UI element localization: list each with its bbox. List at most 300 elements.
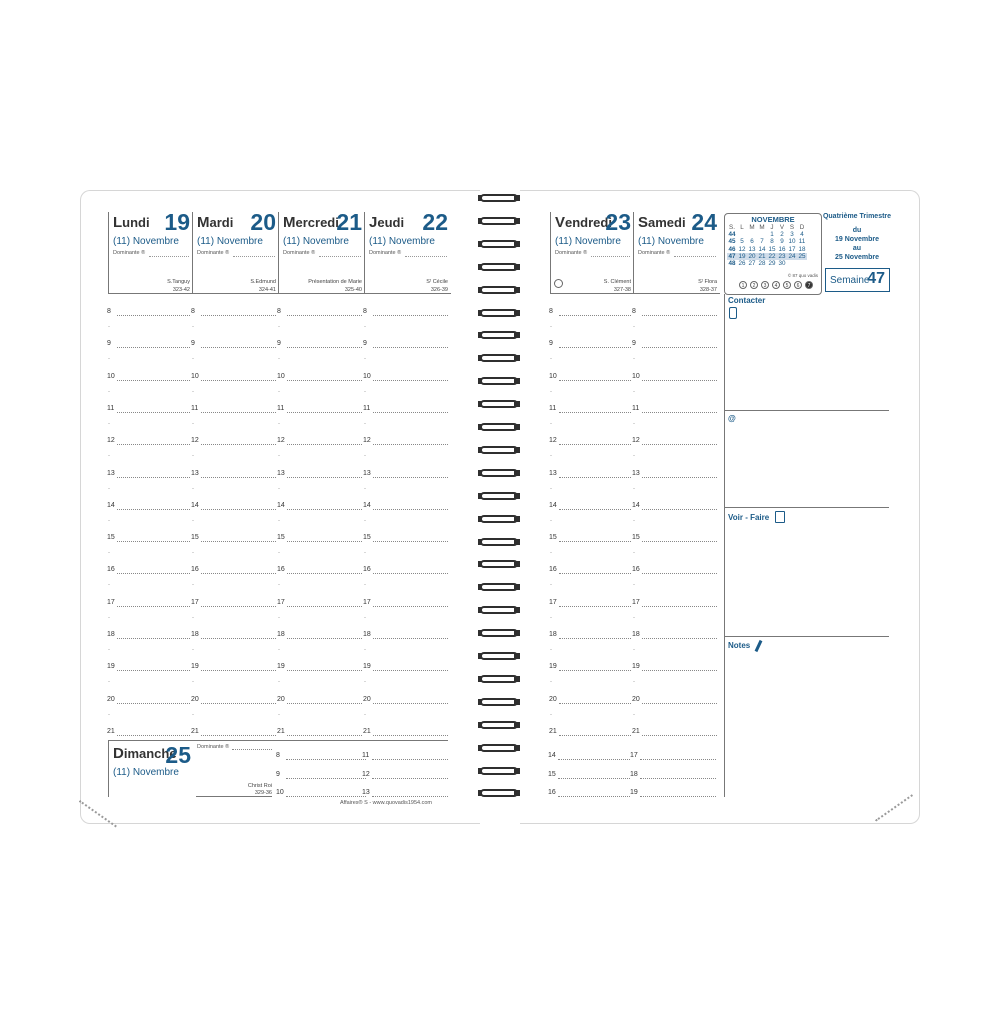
hour-label: 10 <box>549 372 557 380</box>
notes-section <box>724 637 725 797</box>
half-hour-mark: - <box>364 356 366 363</box>
hour-label: 21 <box>632 727 640 735</box>
spiral-ring <box>478 673 520 687</box>
hour-label: 15 <box>548 770 556 778</box>
half-hour-mark: - <box>192 647 194 653</box>
half-hour-mark: - <box>192 485 194 492</box>
day-month: (11) Novembre <box>197 236 263 247</box>
header-rule <box>279 293 365 294</box>
cal-cell: 7 <box>760 238 764 246</box>
hour-label: 14 <box>548 752 556 759</box>
hour-line <box>287 477 362 478</box>
cal-cell: 28 <box>758 260 766 268</box>
dominante-line <box>405 256 447 257</box>
hour-line <box>559 703 631 704</box>
hour-line <box>373 509 448 510</box>
hour-label: 12 <box>363 437 371 445</box>
hour-line <box>373 573 448 574</box>
spiral-ring <box>478 192 520 206</box>
day-header <box>192 209 279 294</box>
cal-cell: 46 <box>728 245 736 253</box>
hour-line <box>201 444 276 445</box>
half-hour-mark: - <box>633 647 635 653</box>
hour-line <box>559 670 631 671</box>
day-month: (11) Novembre <box>638 236 704 247</box>
hour-label: 8 <box>363 308 367 315</box>
hour-label: 9 <box>107 340 111 348</box>
hour-label: 19 <box>277 663 285 671</box>
day-of-year: 325-40 <box>344 287 362 293</box>
half-hour-mark: - <box>364 679 366 686</box>
hour-label: 9 <box>276 770 280 778</box>
hour-line <box>642 412 717 413</box>
hour-line <box>373 444 448 445</box>
half-hour-mark: - <box>633 614 635 621</box>
hour-line <box>287 735 362 736</box>
hour-line <box>373 380 448 381</box>
dominante-line <box>319 256 361 257</box>
day-name: Mardi <box>197 214 234 231</box>
hour-line <box>559 606 631 607</box>
hour-label: 15 <box>549 534 557 542</box>
day-circle: 5 <box>783 281 791 289</box>
hour-line <box>201 380 276 381</box>
hour-label: 14 <box>363 501 371 509</box>
cal-header: M <box>759 224 765 231</box>
hour-label: 16 <box>191 566 199 574</box>
day-month: (11) Novembre <box>555 236 621 247</box>
hour-label: 20 <box>363 695 371 703</box>
half-hour-mark: - <box>550 420 552 427</box>
day-name: Vendredi <box>555 214 612 231</box>
dominante-line <box>591 256 630 257</box>
day-circle: 7 <box>805 281 813 289</box>
cal-cell: 26 <box>738 260 746 268</box>
hour-label: 17 <box>630 752 638 759</box>
hour-label: 11 <box>549 404 557 412</box>
header-rule <box>365 293 451 294</box>
hour-label: 15 <box>107 534 115 542</box>
half-hour-mark: - <box>108 453 110 460</box>
hour-label: 11 <box>107 404 115 412</box>
hour-line <box>287 573 362 574</box>
hour-line <box>287 315 362 316</box>
cal-cell: 4 <box>800 231 804 239</box>
cal-cell: 30 <box>778 260 786 268</box>
day-month: (11) Novembre <box>283 236 349 247</box>
spiral-ring <box>478 490 520 504</box>
hour-label: 18 <box>632 631 640 638</box>
hour-line <box>559 541 631 542</box>
cal-cell: 8 <box>770 238 774 246</box>
day-circle: 2 <box>750 281 758 289</box>
sunday-daynum: 329-36 <box>254 790 272 796</box>
cal-cell <box>787 260 797 267</box>
cal-header: J <box>770 224 774 231</box>
half-hour-mark: - <box>364 485 366 492</box>
dominante-label: Dominante ® <box>638 250 671 256</box>
trimester-title: Quatrième Trimestre <box>822 213 892 220</box>
hour-label: 12 <box>277 437 285 445</box>
half-hour-mark: - <box>192 324 194 330</box>
half-hour-mark: - <box>550 356 552 363</box>
hour-line <box>201 541 276 542</box>
hour-line <box>642 541 717 542</box>
hour-line <box>286 796 366 797</box>
day-circle: 1 <box>739 281 747 289</box>
hour-line <box>642 347 717 348</box>
hour-label: 21 <box>549 727 557 735</box>
hour-label: 17 <box>363 598 371 606</box>
cal-cell: 47 <box>728 252 736 260</box>
half-hour-mark: - <box>278 647 280 653</box>
half-hour-mark: - <box>364 388 366 395</box>
saint-name: Présentation de Marie <box>308 279 362 285</box>
cal-cell: 23 <box>778 252 786 260</box>
hour-label: 16 <box>277 566 285 574</box>
hour-label: 21 <box>107 727 115 735</box>
half-hour-mark: - <box>278 614 280 621</box>
half-hour-mark: - <box>364 420 366 427</box>
calendar-month: NOVEMBRE <box>751 215 795 224</box>
hour-line <box>373 315 448 316</box>
cal-cell: 21 <box>758 252 766 260</box>
hour-line <box>559 380 631 381</box>
hour-label: 17 <box>632 598 640 606</box>
hour-label: 13 <box>362 789 370 796</box>
hour-line <box>373 735 448 736</box>
sunday-dominante: Dominante ® <box>197 744 230 750</box>
half-hour-mark: - <box>633 388 635 395</box>
hour-label: 8 <box>276 752 280 759</box>
hour-line <box>117 735 190 736</box>
hour-line <box>201 638 276 639</box>
half-hour-mark: - <box>550 453 552 460</box>
day-number: 22 <box>422 209 448 235</box>
hour-line <box>372 778 448 779</box>
hour-line <box>287 347 362 348</box>
hour-line <box>642 735 717 736</box>
hour-label: 18 <box>549 631 557 638</box>
half-hour-mark: - <box>192 679 194 686</box>
day-circle: 4 <box>772 281 780 289</box>
hour-label: 9 <box>191 340 195 348</box>
spiral-ring <box>478 650 520 664</box>
cal-cell <box>737 231 747 238</box>
half-hour-mark: - <box>550 388 552 395</box>
cal-cell: 19 <box>738 252 746 260</box>
hour-label: 16 <box>548 789 556 796</box>
hour-label: 15 <box>363 534 371 542</box>
hour-line <box>117 509 190 510</box>
half-hour-mark: - <box>192 711 194 718</box>
hour-line <box>559 412 631 413</box>
half-hour-mark: - <box>108 517 110 524</box>
day-of-year: 326-39 <box>430 287 448 293</box>
calendar-note: © 87 quo vadis <box>787 273 818 278</box>
hour-label: 8 <box>107 308 111 315</box>
hour-line <box>642 573 717 574</box>
hour-label: 12 <box>107 437 115 445</box>
half-hour-mark: - <box>108 485 110 492</box>
cal-cell <box>757 231 767 238</box>
hour-label: 17 <box>191 598 199 606</box>
hour-label: 18 <box>277 631 285 638</box>
half-hour-mark: - <box>364 614 366 621</box>
hour-line <box>372 759 448 760</box>
calendar-grid <box>727 224 807 267</box>
hour-label: 11 <box>363 404 371 412</box>
voir-faire-section <box>724 508 725 636</box>
saint-name: Sᵗ Cécile <box>426 279 448 285</box>
half-hour-mark: - <box>633 582 635 589</box>
day-of-year: 323-42 <box>172 287 190 293</box>
hour-label: 15 <box>191 534 199 542</box>
hour-label: 10 <box>363 372 371 380</box>
hour-line <box>372 796 448 797</box>
hour-line <box>117 444 190 445</box>
half-hour-mark: - <box>108 388 110 395</box>
hour-line <box>559 444 631 445</box>
day-number: 20 <box>250 209 276 235</box>
hour-label: 13 <box>549 469 557 477</box>
hour-label: 17 <box>277 598 285 606</box>
hour-label: 18 <box>363 631 371 638</box>
hour-label: 11 <box>632 404 640 412</box>
half-hour-mark: - <box>633 711 635 718</box>
half-hour-mark: - <box>364 324 366 330</box>
half-hour-mark: - <box>192 420 194 427</box>
half-hour-mark: - <box>278 356 280 363</box>
cal-cell: 3 <box>790 231 794 239</box>
cal-cell: 2 <box>780 231 784 239</box>
half-hour-mark: - <box>192 550 194 557</box>
cal-cell <box>747 231 757 238</box>
half-hour-mark: - <box>278 485 280 492</box>
cal-cell: 13 <box>748 245 756 253</box>
day-number: 24 <box>691 209 717 235</box>
hour-line <box>287 380 362 381</box>
hour-line <box>373 477 448 478</box>
half-hour-mark: - <box>364 550 366 557</box>
hour-line <box>642 315 717 316</box>
contacter-rule-2 <box>724 507 889 508</box>
spiral-ring <box>478 604 520 618</box>
hour-line <box>287 444 362 445</box>
hour-label: 20 <box>549 695 557 703</box>
footer-brand: Affaires® S - www.quovadis1954.com <box>340 800 432 806</box>
hour-line <box>201 412 276 413</box>
hour-label: 12 <box>549 437 557 445</box>
half-hour-mark: - <box>633 356 635 363</box>
hour-line <box>286 778 366 779</box>
dominante-line <box>674 256 716 257</box>
hour-label: 11 <box>191 404 199 412</box>
cal-cell: 20 <box>748 252 756 260</box>
day-number: 21 <box>336 209 362 235</box>
hour-label: 8 <box>549 308 553 315</box>
cal-cell: 27 <box>748 260 756 268</box>
hour-label: 19 <box>363 663 371 671</box>
dominante-label: Dominante ® <box>555 250 588 256</box>
hour-line <box>117 670 190 671</box>
hour-label: 13 <box>277 469 285 477</box>
hour-label: 10 <box>107 372 115 380</box>
saint-name: S. Clément <box>603 279 631 285</box>
hour-line <box>640 759 716 760</box>
hour-label: 17 <box>549 598 557 606</box>
hour-label: 12 <box>191 437 199 445</box>
half-hour-mark: - <box>364 582 366 589</box>
cal-cell: 9 <box>780 238 784 246</box>
hour-label: 14 <box>277 501 285 509</box>
half-hour-mark: - <box>364 453 366 460</box>
saint-name: S.Tanguy <box>167 279 190 285</box>
spiral-ring <box>478 719 520 733</box>
hour-line <box>201 606 276 607</box>
half-hour-mark: - <box>278 550 280 557</box>
spiral-ring <box>478 307 520 321</box>
half-hour-mark: - <box>278 453 280 460</box>
hour-label: 20 <box>107 695 115 703</box>
hour-line <box>642 509 717 510</box>
hour-line <box>286 759 366 760</box>
cal-cell: 22 <box>768 252 776 260</box>
cal-header: M <box>749 224 755 231</box>
hour-line <box>117 380 190 381</box>
half-hour-mark: - <box>108 582 110 589</box>
cal-cell: 16 <box>778 245 786 253</box>
day-name: Jeudi <box>369 214 405 231</box>
half-hour-mark: - <box>192 453 194 460</box>
cal-cell: 10 <box>788 238 796 246</box>
half-hour-mark: - <box>633 550 635 557</box>
hour-line <box>373 670 448 671</box>
half-hour-mark: - <box>192 517 194 524</box>
half-hour-mark: - <box>278 679 280 686</box>
half-hour-mark: - <box>108 647 110 653</box>
day-number: 23 <box>605 209 631 235</box>
spiral-ring <box>478 444 520 458</box>
hour-label: 18 <box>107 631 115 638</box>
dominante-line <box>149 256 189 257</box>
cal-cell: 15 <box>768 245 776 253</box>
hour-line <box>373 703 448 704</box>
cal-cell: 12 <box>738 245 746 253</box>
half-hour-mark: - <box>278 324 280 330</box>
cal-header: S. <box>729 224 735 231</box>
half-hour-mark: - <box>278 388 280 395</box>
hour-label: 19 <box>549 663 557 671</box>
sunday-rule <box>196 796 272 797</box>
day-circle: 6 <box>794 281 802 289</box>
hour-line <box>201 347 276 348</box>
hour-line <box>373 606 448 607</box>
cal-cell: 17 <box>788 245 796 253</box>
hour-label: 13 <box>191 469 199 477</box>
hour-label: 19 <box>630 789 638 796</box>
spiral-ring <box>478 215 520 229</box>
half-hour-mark: - <box>278 711 280 718</box>
sunday-top-rule <box>108 740 448 741</box>
cal-cell: 18 <box>798 245 806 253</box>
hour-label: 21 <box>277 727 285 735</box>
half-hour-mark: - <box>550 679 552 686</box>
hour-label: 21 <box>191 727 199 735</box>
hour-label: 14 <box>549 501 557 509</box>
hour-label: 9 <box>549 340 553 348</box>
hour-label: 9 <box>363 340 367 348</box>
spiral-ring <box>478 261 520 275</box>
day-name: Lundi <box>113 214 150 231</box>
hour-label: 16 <box>632 566 640 574</box>
half-hour-mark: - <box>108 324 110 330</box>
cal-cell: 48 <box>728 260 736 268</box>
hour-label: 8 <box>191 308 195 315</box>
dominante-label: Dominante ® <box>113 250 146 256</box>
cal-header: S <box>789 224 795 231</box>
hour-line <box>559 347 631 348</box>
half-hour-mark: - <box>108 711 110 718</box>
hour-line <box>559 315 631 316</box>
header-rule <box>634 293 720 294</box>
hour-label: 13 <box>632 469 640 477</box>
hour-line <box>117 477 190 478</box>
half-hour-mark: - <box>108 679 110 686</box>
circle-mark <box>554 279 563 288</box>
hour-line <box>642 638 717 639</box>
spiral-ring <box>478 513 520 527</box>
spiral-ring <box>478 284 520 298</box>
half-hour-mark: - <box>550 324 552 330</box>
hour-label: 10 <box>632 372 640 380</box>
day-header <box>278 209 365 294</box>
spiral-ring <box>478 536 520 550</box>
hour-label: 14 <box>632 501 640 509</box>
half-hour-mark: - <box>633 453 635 460</box>
half-hour-mark: - <box>192 356 194 363</box>
hour-label: 18 <box>191 631 199 638</box>
dominante-label: Dominante ® <box>197 250 230 256</box>
half-hour-mark: - <box>192 614 194 621</box>
day-name: Mercredi <box>283 214 339 231</box>
spiral-ring <box>478 329 520 343</box>
day-number: 19 <box>164 209 190 235</box>
saint-name: S.Edmund <box>250 279 276 285</box>
hour-line <box>642 670 717 671</box>
voir-faire-rule <box>724 636 889 637</box>
hour-label: 9 <box>632 340 636 348</box>
half-hour-mark: - <box>633 324 635 330</box>
hour-label: 11 <box>277 404 285 412</box>
half-hour-mark: - <box>550 647 552 653</box>
at-sign: @ <box>728 414 736 423</box>
hour-label: 19 <box>191 663 199 671</box>
cal-header: D <box>799 224 805 231</box>
spiral-ring <box>478 398 520 412</box>
half-hour-mark: - <box>278 582 280 589</box>
hour-label: 15 <box>277 534 285 542</box>
hour-label: 12 <box>632 437 640 445</box>
hour-label: 19 <box>632 663 640 671</box>
dominante-label: Dominante ® <box>369 250 402 256</box>
day-header <box>633 209 720 294</box>
hour-label: 15 <box>632 534 640 542</box>
day-month: (11) Novembre <box>369 236 435 247</box>
hour-label: 10 <box>277 372 285 380</box>
hour-label: 14 <box>191 501 199 509</box>
hour-line <box>201 670 276 671</box>
